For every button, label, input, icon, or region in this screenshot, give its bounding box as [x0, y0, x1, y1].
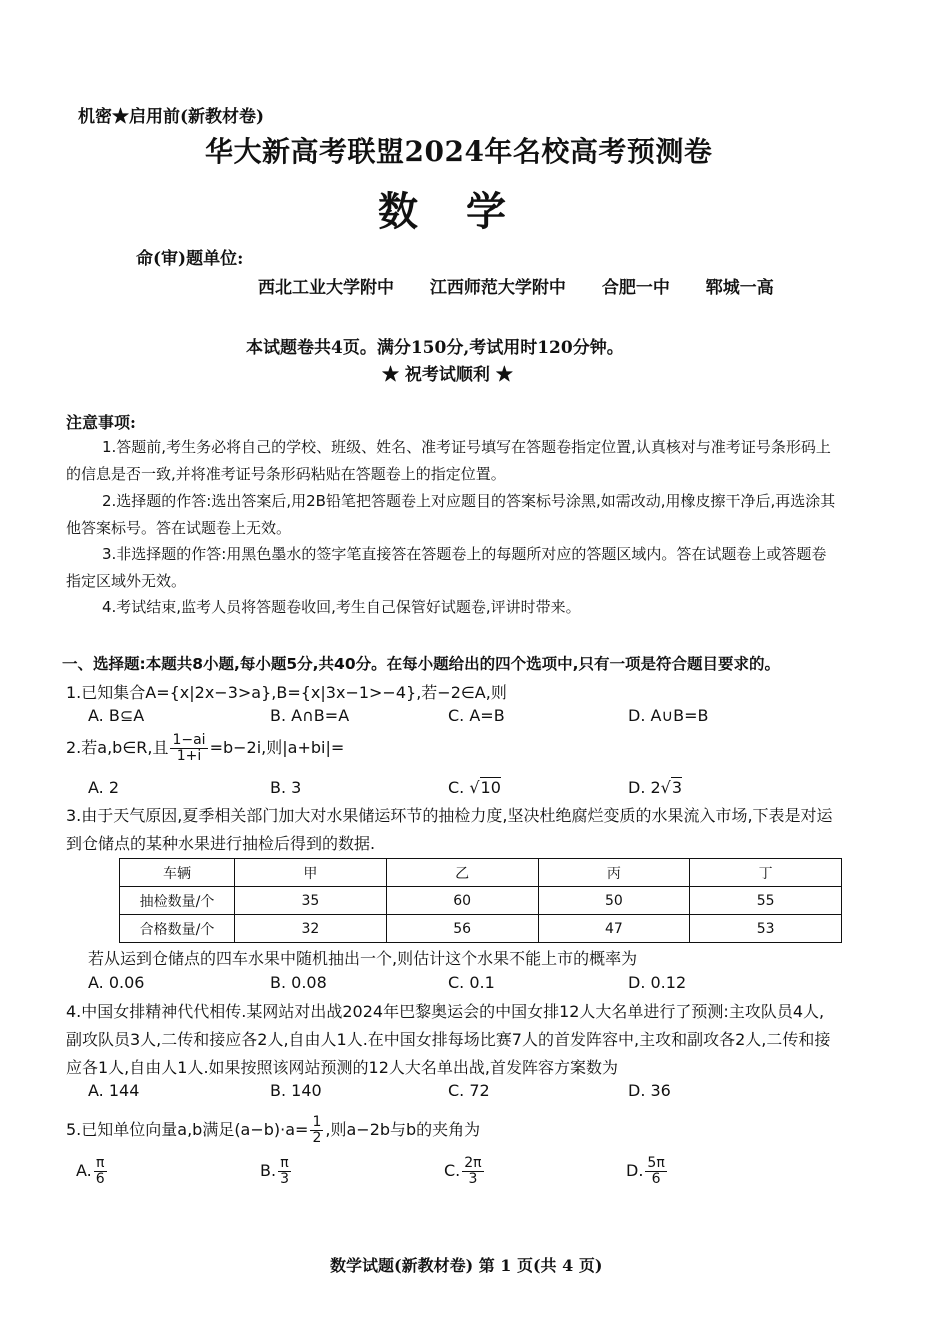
section-heading: 一、选择题:本题共8小题,每小题5分,共40分。在每小题给出的四个选项中,只有一项是符合题目要求的。	[62, 655, 781, 673]
option-c: C. 0.1	[448, 973, 495, 992]
option-label: D. 2√	[628, 778, 671, 797]
note-item: 3.非选择题的作答:用黑色墨水的签字笔直接答在答题卷上的每题所对应的答题区域内。答在试题卷上或答题卷指定区域外无效。	[66, 545, 827, 590]
fraction-denominator: 3	[280, 1171, 289, 1187]
table-cell: 60	[386, 887, 538, 915]
option-d: D. 36	[628, 1081, 671, 1100]
table-cell: 53	[690, 915, 842, 943]
table-row	[120, 887, 842, 915]
fraction-denominator: 3	[468, 1171, 478, 1187]
table-header-row	[120, 859, 842, 887]
option-label: C.	[444, 1161, 461, 1180]
option-a: A. 2	[88, 778, 120, 797]
table-cell: 35	[235, 887, 387, 915]
table-cell: 56	[386, 915, 538, 943]
radicand: 10	[480, 778, 501, 797]
fraction-numerator: 5π	[647, 1155, 665, 1171]
option-b: B. 140	[270, 1081, 322, 1100]
option-b: B. 3	[270, 778, 302, 797]
table-row	[120, 915, 842, 943]
exam-info: 本试题卷共4页。满分150分,考试用时120分钟。	[246, 338, 624, 358]
fraction-numerator: π	[94, 1156, 107, 1172]
table-cell: 合格数量/个	[120, 915, 235, 943]
note-item: 1.答题前,考生务必将自己的学校、班级、姓名、准考证号填写在答题卷指定位置,认真核对与准考证号条形码上的信息是否一致,并将准考证号条形码粘贴在答题卷上的指定位置。	[66, 438, 831, 483]
question-3: 3.由于天气原因,夏季相关部门加大对水果储运环节的抽检力度,坚决杜绝腐烂变质的水果流入市场,下表是对运到仓储点的某种水果进行抽检后得到的数据.	[66, 806, 833, 853]
option-c	[444, 1156, 486, 1187]
radicand: 3	[671, 778, 683, 797]
option-label: A.	[76, 1161, 92, 1180]
question-text: ,则a−2b与b的夹角为	[325, 1120, 481, 1139]
question-1: 1.已知集合A={x|2x−3>a},B={x|3x−1>−4},若−2∈A,则	[66, 683, 507, 702]
option-c: C. A=B	[448, 706, 505, 725]
good-luck-line: ★ 祝考试顺利 ★	[382, 365, 513, 385]
table-cell: 50	[538, 887, 690, 915]
page-footer: 数学试题(新教材卷) 第 1 页(共 4 页)	[330, 1256, 603, 1275]
school-name: 西北工业大学附中	[258, 278, 394, 298]
inspection-table	[119, 858, 842, 943]
question-text: =b−2i,则|a+bi|=	[209, 738, 345, 757]
fraction	[462, 1156, 483, 1187]
fraction-numerator: 1	[312, 1114, 322, 1130]
option-d	[626, 1156, 669, 1187]
question-5	[66, 1115, 480, 1146]
option-d	[628, 778, 682, 797]
school-list	[258, 273, 796, 298]
school-name: 江西师范大学附中	[429, 278, 566, 298]
option-a	[76, 1156, 109, 1187]
fraction	[310, 1115, 323, 1146]
table-cell: 抽检数量/个	[120, 887, 235, 915]
question-3-prompt: 若从运到仓储点的四车水果中随机抽出一个,则估计这个水果不能上市的概率为	[88, 949, 638, 968]
table-cell: 47	[538, 915, 690, 943]
table-header-cell: 甲	[235, 859, 387, 887]
subject-title: 数学	[378, 188, 554, 235]
option-c	[448, 778, 501, 797]
option-c: C. 72	[448, 1081, 490, 1100]
fraction-denominator: 6	[95, 1171, 105, 1187]
table-header-cell: 车辆	[120, 859, 235, 887]
fraction-denominator: 2	[312, 1130, 322, 1146]
option-b: B. 0.08	[270, 973, 327, 992]
option-a: A. B⊆A	[88, 706, 145, 725]
table-cell: 55	[690, 887, 842, 915]
fraction-numerator: π	[278, 1156, 291, 1172]
school-name: 合肥一中	[601, 278, 670, 298]
question-4: 4.中国女排精神代代相传.某网站对出战2024年巴黎奥运会的中国女排12人大名单进行了预测:主攻队员4人,副攻队员3人,二传和接应各2人,自由人1人.在中国女排每场比赛7人的首发阵容中,主攻和副攻各2人,二传和接应各1人,自由人1人.如果按照该网站预测的12人大名单出战,首发阵容方案数为	[66, 1002, 831, 1077]
fraction	[170, 733, 207, 764]
notes-title: 注意事项:	[66, 413, 136, 432]
table-header-cell: 丙	[538, 859, 690, 887]
note-item: 2.选择题的作答:选出答案后,用2B铅笔把答题卷上对应题目的答案标号涂黑,如需改动,用橡皮擦干净后,再选涂其他答案标号。答在试题卷上无效。	[66, 492, 836, 537]
question-text: 2.若a,b∈R,且	[66, 738, 169, 757]
option-label: C. √	[448, 778, 480, 797]
option-b	[260, 1156, 293, 1187]
option-d: D. A∪B=B	[628, 706, 709, 725]
fraction	[645, 1156, 666, 1187]
table-header-cell: 丁	[690, 859, 842, 887]
school-name: 郓城一高	[705, 278, 774, 298]
option-d: D. 0.12	[628, 973, 687, 992]
note-item: 4.考试结束,监考人员将答题卷收回,考生自己保管好试题卷,评讲时带来。	[102, 598, 581, 616]
table-cell: 32	[235, 915, 387, 943]
confidential-tag: 机密★启用前(新教材卷)	[78, 107, 265, 127]
option-b: B. A∩B=A	[270, 706, 350, 725]
exam-title: 华大新高考联盟2024年名校高考预测卷	[205, 135, 713, 168]
fraction	[94, 1156, 107, 1187]
question-text: 5.已知单位向量a,b满足(a−b)·a=	[66, 1120, 309, 1139]
question-2	[66, 733, 344, 764]
option-a: A. 0.06	[88, 973, 145, 992]
option-label: D.	[626, 1161, 644, 1180]
fraction-denominator: 6	[651, 1171, 661, 1187]
fraction-numerator: 2π	[464, 1155, 482, 1171]
option-label: B.	[260, 1161, 277, 1180]
fraction-numerator: 1−ai	[172, 732, 206, 748]
fraction-denominator: 1+i	[176, 748, 202, 764]
fraction	[278, 1156, 291, 1187]
option-a: A. 144	[88, 1081, 140, 1100]
table-header-cell: 乙	[386, 859, 538, 887]
committee-label: 命(审)题单位:	[136, 249, 244, 269]
